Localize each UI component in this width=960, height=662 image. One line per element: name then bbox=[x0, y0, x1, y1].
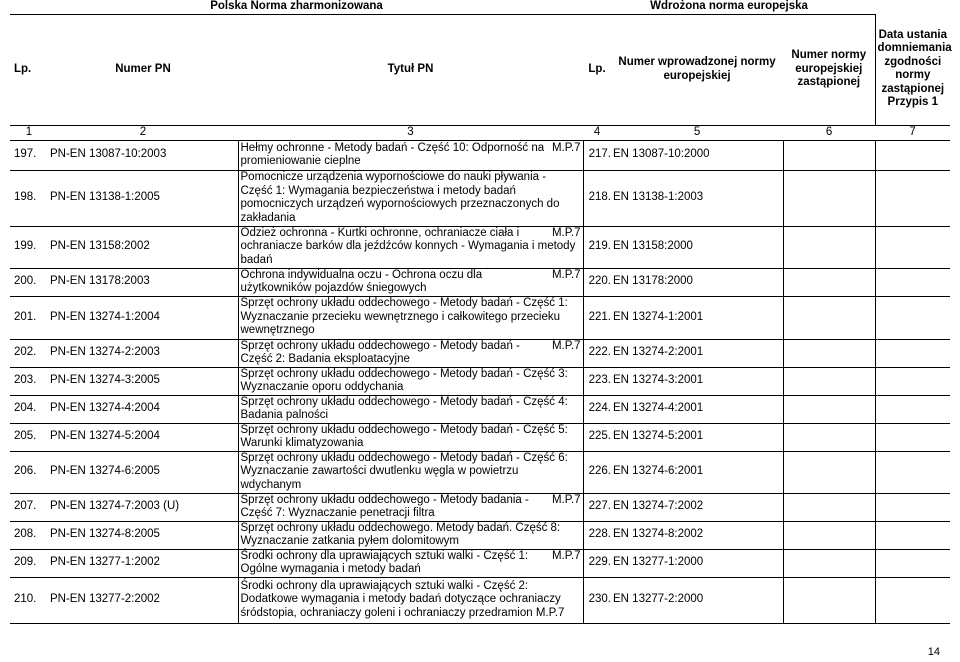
row-en-number: EN 13277-1:2000 bbox=[611, 549, 783, 577]
row-en-number: EN 13277-2:2000 bbox=[611, 577, 783, 623]
row-en-number: EN 13274-6:2001 bbox=[611, 451, 783, 493]
table-row bbox=[10, 451, 950, 493]
row-date bbox=[875, 339, 950, 367]
table-row bbox=[10, 268, 950, 296]
standards-table bbox=[10, 0, 950, 624]
row-lp2: 217. bbox=[583, 140, 611, 170]
row-title-text: Sprzęt ochrony układu oddechowego - Metody badań - Część 3: Wyznaczanie oporu oddychania bbox=[240, 367, 568, 393]
row-date bbox=[875, 367, 950, 395]
table-row bbox=[10, 549, 950, 577]
row-date bbox=[875, 395, 950, 423]
row-en-number: EN 13274-5:2001 bbox=[611, 423, 783, 451]
row-date bbox=[875, 521, 950, 549]
row-replaced-number bbox=[783, 549, 875, 577]
table-row bbox=[10, 367, 950, 395]
row-lp2: 221. bbox=[583, 296, 611, 339]
row-title-text: Ochrona indywidualna oczu - Ochrona oczu dla użytkowników pojazdów śniegowych bbox=[240, 268, 483, 294]
table-row bbox=[10, 226, 950, 268]
group-header-row bbox=[10, 0, 950, 14]
row-replaced-number bbox=[783, 268, 875, 296]
row-replaced-number bbox=[783, 521, 875, 549]
row-mp-ref: M.P.7 bbox=[551, 141, 581, 154]
row-replaced-number bbox=[783, 140, 875, 170]
row-title-text: Hełmy ochronne - Metody badań - Część 10: Odporność na promieniowanie cieplne bbox=[240, 141, 545, 167]
row-lp: 209. bbox=[10, 549, 48, 577]
table-row bbox=[10, 423, 950, 451]
row-pn-number: PN-EN 13274-2:2003 bbox=[48, 339, 238, 367]
row-title bbox=[238, 367, 583, 395]
group-header-european: Wdrożona norma europejska bbox=[583, 0, 875, 14]
row-title bbox=[238, 577, 583, 623]
col-number: 6 bbox=[783, 125, 875, 140]
table-body bbox=[10, 140, 950, 623]
row-en-number: EN 13274-7:2002 bbox=[611, 493, 783, 521]
row-date bbox=[875, 423, 950, 451]
row-replaced-number bbox=[783, 367, 875, 395]
row-lp: 199. bbox=[10, 226, 48, 268]
row-replaced-number bbox=[783, 296, 875, 339]
row-lp2: 224. bbox=[583, 395, 611, 423]
row-title-text: Odzież ochronna - Kurtki ochronne, ochraniacze ciała i ochraniacze barków dla jeźdźców konnych - Wymagania i metody badań bbox=[240, 226, 576, 266]
col-header-data-ustania: Data ustania domniemania zgodności normy zastąpionej Przypis 1 bbox=[875, 14, 950, 125]
table-row bbox=[10, 521, 950, 549]
column-header-row bbox=[10, 14, 950, 125]
row-title bbox=[238, 268, 583, 296]
row-lp: 201. bbox=[10, 296, 48, 339]
row-lp: 208. bbox=[10, 521, 48, 549]
table-row bbox=[10, 296, 950, 339]
page-number: 14 bbox=[927, 646, 940, 658]
row-lp2: 218. bbox=[583, 170, 611, 226]
row-en-number: EN 13178:2000 bbox=[611, 268, 783, 296]
row-lp2: 228. bbox=[583, 521, 611, 549]
row-mp-ref: M.P.7 bbox=[551, 268, 581, 281]
row-lp2: 230. bbox=[583, 577, 611, 623]
row-title-text: Sprzęt ochrony układu oddechowego - Metody badań - Część 4: Badania palności bbox=[240, 395, 568, 421]
row-date bbox=[875, 296, 950, 339]
row-lp: 202. bbox=[10, 339, 48, 367]
row-lp2: 227. bbox=[583, 493, 611, 521]
row-replaced-number bbox=[783, 395, 875, 423]
row-title-text: Sprzęt ochrony układu oddechowego - Metody badań - Część 1: Wyznaczanie przecieku wewnętrznego i całkowitego przecieku wewnętrznego bbox=[240, 297, 568, 337]
row-title-text: Sprzęt ochrony układu oddechowego. Metody badań. Część 8: Wyznaczanie zatkania pyłem dolomitowym bbox=[240, 521, 561, 547]
row-lp2: 219. bbox=[583, 226, 611, 268]
col-number: 3 bbox=[238, 125, 583, 140]
col-number: 2 bbox=[48, 125, 238, 140]
col-number: 1 bbox=[10, 125, 48, 140]
row-title-text: Sprzęt ochrony układu oddechowego - Metody badań - Część 6: Wyznaczanie zawartości dwutlenku węgla w powietrzu wdychanym bbox=[240, 451, 568, 491]
row-title bbox=[238, 451, 583, 493]
row-replaced-number bbox=[783, 339, 875, 367]
row-lp: 210. bbox=[10, 577, 48, 623]
row-lp2: 229. bbox=[583, 549, 611, 577]
row-en-number: EN 13087-10:2000 bbox=[611, 140, 783, 170]
row-mp-ref: M.P.7 bbox=[551, 226, 581, 239]
row-title-text: Sprzęt ochrony układu oddechowego - Metody badania - Część 7: Wyznaczanie penetracji filtra bbox=[240, 493, 529, 519]
row-pn-number: PN-EN 13274-5:2004 bbox=[48, 423, 238, 451]
row-lp2: 226. bbox=[583, 451, 611, 493]
row-title bbox=[238, 140, 583, 170]
row-lp2: 223. bbox=[583, 367, 611, 395]
row-en-number: EN 13274-2:2001 bbox=[611, 339, 783, 367]
row-title bbox=[238, 549, 583, 577]
row-en-number: EN 13158:2000 bbox=[611, 226, 783, 268]
table-row bbox=[10, 140, 950, 170]
row-lp: 205. bbox=[10, 423, 48, 451]
col-header-lp2: Lp. bbox=[588, 62, 606, 75]
row-en-number: EN 13138-1:2003 bbox=[611, 170, 783, 226]
row-lp2: 220. bbox=[583, 268, 611, 296]
row-pn-number: PN-EN 13274-7:2003 (U) bbox=[48, 493, 238, 521]
row-date bbox=[875, 493, 950, 521]
row-title bbox=[238, 296, 583, 339]
row-title-text: Środki ochrony dla uprawiających sztuki walki - Część 2: Dodatkowe wymagania i metody badań dotyczące ochraniaczy śródstopia, ochraniaczy goleni i ochraniaczy przedramion M.P.7 bbox=[240, 579, 565, 619]
row-lp: 203. bbox=[10, 367, 48, 395]
col-header-tytul-pn: Tytuł PN bbox=[387, 62, 434, 75]
row-en-number: EN 13274-1:2001 bbox=[611, 296, 783, 339]
row-pn-number: PN-EN 13158:2002 bbox=[48, 226, 238, 268]
row-lp: 200. bbox=[10, 268, 48, 296]
row-title bbox=[238, 521, 583, 549]
col-header-numer-pn: Numer PN bbox=[115, 62, 171, 75]
row-pn-number: PN-EN 13274-6:2005 bbox=[48, 451, 238, 493]
row-lp: 206. bbox=[10, 451, 48, 493]
row-mp-ref: M.P.7 bbox=[551, 493, 581, 506]
row-lp: 198. bbox=[10, 170, 48, 226]
row-pn-number: PN-EN 13277-1:2002 bbox=[48, 549, 238, 577]
row-date bbox=[875, 226, 950, 268]
col-number: 4 bbox=[583, 125, 611, 140]
row-date bbox=[875, 140, 950, 170]
row-lp2: 225. bbox=[583, 423, 611, 451]
row-date bbox=[875, 451, 950, 493]
row-title bbox=[238, 226, 583, 268]
row-replaced-number bbox=[783, 577, 875, 623]
row-pn-number: PN-EN 13274-4:2004 bbox=[48, 395, 238, 423]
row-title bbox=[238, 395, 583, 423]
table-row bbox=[10, 577, 950, 623]
row-title bbox=[238, 423, 583, 451]
row-title-text: Sprzęt ochrony układu oddechowego - Metody badań - Część 2: Badania eksploatacyjne bbox=[240, 339, 520, 365]
row-pn-number: PN-EN 13138-1:2005 bbox=[48, 170, 238, 226]
row-date bbox=[875, 549, 950, 577]
row-lp: 197. bbox=[10, 140, 48, 170]
row-title bbox=[238, 170, 583, 226]
row-replaced-number bbox=[783, 170, 875, 226]
row-title bbox=[238, 493, 583, 521]
row-pn-number: PN-EN 13274-1:2004 bbox=[48, 296, 238, 339]
row-lp: 207. bbox=[10, 493, 48, 521]
row-lp2: 222. bbox=[583, 339, 611, 367]
table-row bbox=[10, 493, 950, 521]
row-pn-number: PN-EN 13178:2003 bbox=[48, 268, 238, 296]
row-date bbox=[875, 170, 950, 226]
row-title-text: Sprzęt ochrony układu oddechowego - Metody badań - Część 5: Warunki klimatyzowania bbox=[240, 423, 568, 449]
table-row bbox=[10, 395, 950, 423]
row-mp-ref: M.P.7 bbox=[551, 339, 581, 352]
col-header-numer-zastapionej: Numer normy europejskiej zastąpionej bbox=[791, 49, 867, 89]
row-pn-number: PN-EN 13274-3:2005 bbox=[48, 367, 238, 395]
col-number: 7 bbox=[875, 125, 950, 140]
row-replaced-number bbox=[783, 423, 875, 451]
row-pn-number: PN-EN 13277-2:2002 bbox=[48, 577, 238, 623]
row-title-text: Pomocnicze urządzenia wypornościowe do nauki pływania - Część 1: Wymagania bezpieczeństwa i metody badań pomocniczych urządzeń wypornościowych przeznaczonych do zakładania bbox=[240, 171, 560, 224]
row-en-number: EN 13274-4:2001 bbox=[611, 395, 783, 423]
row-en-number: EN 13274-8:2002 bbox=[611, 521, 783, 549]
column-number-row bbox=[10, 125, 950, 140]
row-en-number: EN 13274-3:2001 bbox=[611, 367, 783, 395]
row-title-text: Środki ochrony dla uprawiających sztuki walki - Część 1: Ogólne wymagania i metody badań bbox=[240, 549, 529, 575]
table-row bbox=[10, 170, 950, 226]
col-header-numer-wprowadzonej: Numer wprowadzonej normy europejskiej bbox=[618, 56, 776, 82]
row-replaced-number bbox=[783, 226, 875, 268]
row-replaced-number bbox=[783, 451, 875, 493]
row-date bbox=[875, 577, 950, 623]
row-pn-number: PN-EN 13274-8:2005 bbox=[48, 521, 238, 549]
row-pn-number: PN-EN 13087-10:2003 bbox=[48, 140, 238, 170]
row-lp: 204. bbox=[10, 395, 48, 423]
row-title bbox=[238, 339, 583, 367]
col-number: 5 bbox=[611, 125, 783, 140]
col-header-lp: Lp. bbox=[14, 62, 32, 75]
row-mp-ref: M.P.7 bbox=[551, 549, 581, 562]
row-date bbox=[875, 268, 950, 296]
row-replaced-number bbox=[783, 493, 875, 521]
group-header-polish: Polska Norma zharmonizowana bbox=[10, 0, 583, 14]
table-row bbox=[10, 339, 950, 367]
